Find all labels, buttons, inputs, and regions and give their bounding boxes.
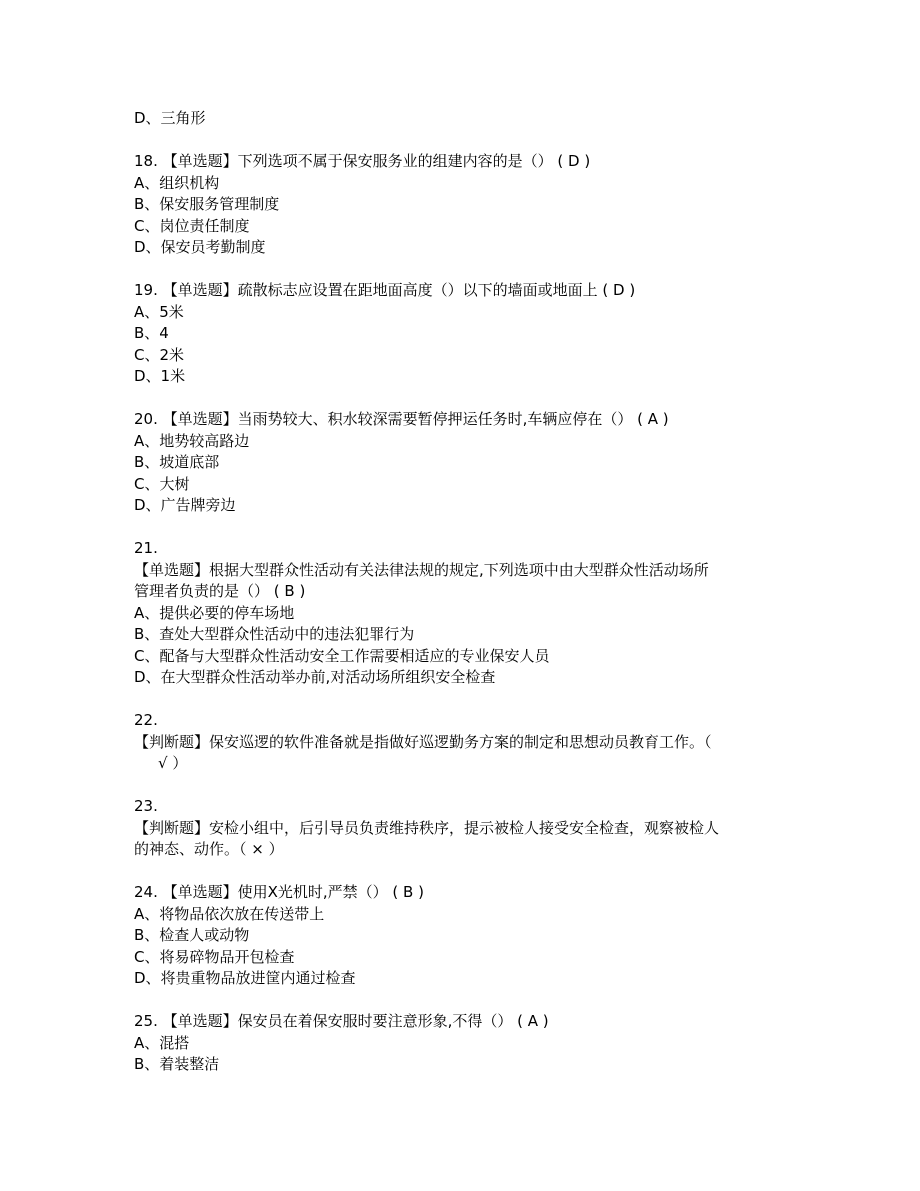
question-21-text-line2: 管理者负责的是（） ( B ) [134, 582, 306, 600]
option-19-a: A、5米 [134, 302, 184, 321]
question-20: 20. 【单选题】当雨势较大、积水较深需要暂停押运任务时,车辆应停在（） ( A ) [134, 410, 669, 428]
spacer [134, 517, 794, 539]
option-20-c: C、大树 [134, 474, 190, 493]
option-18-d: D、保安员考勤制度 [134, 238, 266, 256]
question-22-answer: √ ） [158, 754, 188, 772]
option-21-a: A、提供必要的停车场地 [134, 603, 295, 622]
option-18-c: C、岗位责任制度 [134, 216, 250, 235]
option-19-b: B、4 [134, 324, 169, 342]
option-20-b: B、坡道底部 [134, 453, 220, 471]
option-19-c: C、2米 [134, 345, 185, 364]
spacer [134, 689, 794, 711]
question-23-text-line1: 【判断题】安检小组中，后引导员负责维持秩序，提示被检人接受安全检查，观察被检人 [134, 818, 720, 837]
option-20-a: A、地势较高路边 [134, 431, 250, 450]
question-23-number: 23. [134, 797, 158, 815]
option-21-d: D、在大型群众性活动举办前,对活动场所组织安全检查 [134, 668, 496, 686]
question-24: 24. 【单选题】使用X光机时,严禁（） ( B ) [134, 883, 424, 901]
spacer [134, 388, 794, 410]
option-18-a: A、组织机构 [134, 173, 220, 192]
option-21-c: C、配备与大型群众性活动安全工作需要相适应的专业保安人员 [134, 646, 550, 665]
question-22-text-line1: 【判断题】保安巡逻的软件准备就是指做好巡逻勤务方案的制定和思想动员教育工作。（ [134, 732, 712, 751]
option-24-d: D、将贵重物品放进筐内通过检查 [134, 969, 356, 987]
question-23-text-line2: 的神态、动作。（ × ） [134, 840, 284, 858]
option-24-b: B、检查人或动物 [134, 926, 250, 944]
spacer [134, 259, 794, 281]
question-22-number: 22. [134, 711, 158, 729]
option-24-a: A、将物品依次放在传送带上 [134, 904, 325, 923]
question-21-number: 21. [134, 539, 158, 557]
option-25-a: A、混搭 [134, 1033, 190, 1052]
option-18-b: B、保安服务管理制度 [134, 195, 280, 213]
option-19-d: D、1米 [134, 367, 186, 385]
option-21-b: B、查处大型群众性活动中的违法犯罪行为 [134, 625, 415, 643]
spacer [134, 130, 794, 152]
question-21-text-line1: 【单选题】根据大型群众性活动有关法律法规的规定,下列选项中由大型群众性活动场所 [134, 560, 709, 579]
question-19: 19. 【单选题】疏散标志应设置在距地面高度（）以下的墙面或地面上 ( D ) [134, 281, 636, 299]
option-20-d: D、广告牌旁边 [134, 496, 236, 514]
option-25-b: B、着装整洁 [134, 1055, 220, 1073]
question-25: 25. 【单选题】保安员在着保安服时要注意形象,不得（） ( A ) [134, 1012, 549, 1030]
spacer [134, 775, 794, 797]
document-page [134, 108, 794, 1076]
option-17-d: D、三角形 [134, 109, 206, 127]
spacer [134, 861, 794, 883]
option-24-c: C、将易碎物品开包检查 [134, 947, 295, 966]
spacer [134, 990, 794, 1012]
question-18: 18. 【单选题】下列选项不属于保安服务业的组建内容的是（） ( D ) [134, 152, 591, 170]
